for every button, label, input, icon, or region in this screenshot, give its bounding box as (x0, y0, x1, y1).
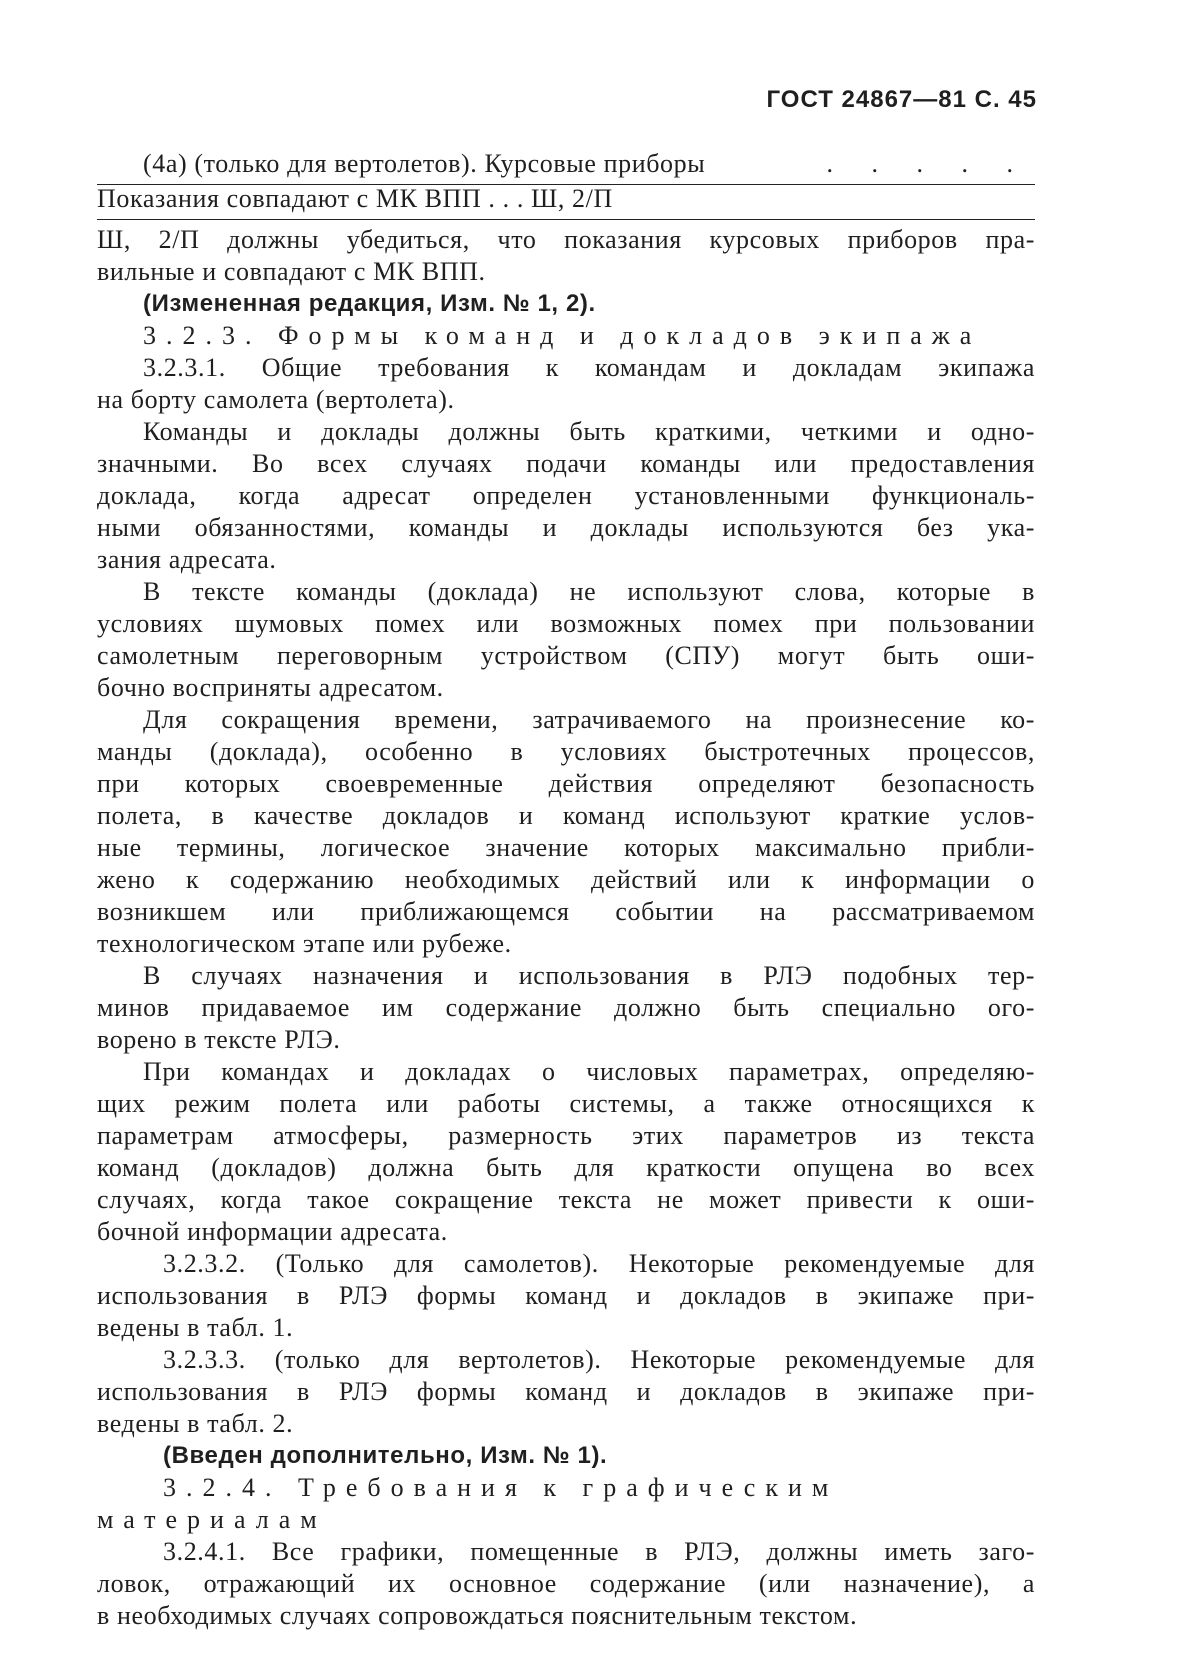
section-heading: 3.2.4. Требования к графическим материалам (97, 1473, 839, 1534)
form-line-dots: . . . . . (826, 149, 1029, 178)
text-line: В тексте команды (доклада) не используют слова, которые в (143, 577, 1035, 606)
text-line: минов придаваемое им содержание должно быть специально ого- (97, 993, 1035, 1022)
text-line: Для сокращения времени, затрачиваемого на произнесение ко- (143, 705, 1035, 734)
text-line: бочно восприняты адресатом. (97, 673, 444, 702)
text-line: параметрам атмосферы, размерность этих параметров из текста (97, 1121, 1035, 1150)
form-line-label: (4а) (только для вертолетов). Курсовые приборы (143, 149, 706, 178)
text-line: ными обязанностями, команды и доклады используются без ука- (97, 513, 1035, 542)
text-line: щих режим полета или работы системы, а также относящихся к (97, 1089, 1035, 1118)
text-line: жено к содержанию необходимых действий или к информации о (97, 865, 1035, 894)
text-line: полета, в качестве докладов и команд используют краткие услов- (97, 801, 1035, 830)
form-line-readings (97, 185, 1035, 220)
amendment-note: (Введен дополнительно, Изм. № 1). (163, 1442, 608, 1469)
form-line-label: Показания совпадают с МК ВПП . . . Ш, 2/П (97, 184, 613, 213)
section-heading: 3.2.3. Формы команд и докладов экипажа (143, 321, 982, 350)
text-line: доклада, когда адресат определен установленными функциональ- (97, 481, 1035, 510)
text-line: Команды и доклады должны быть краткими, четкими и одно- (143, 417, 1035, 446)
text-line: 3.2.4.1. Все графики, помещенные в РЛЭ, должны иметь заго- (163, 1537, 1035, 1566)
text-line: использования в РЛЭ формы команд и докладов в экипаже при- (97, 1377, 1035, 1406)
text-line: В случаях назначения и использования в РЛЭ подобных тер- (143, 961, 1035, 990)
text-line: манды (доклада), особенно в условиях быстротечных процессов, (97, 737, 1035, 766)
text-line: возникшем или приближающемся событии на рассматриваемом (97, 897, 1035, 926)
text-line: зания адресата. (97, 545, 277, 574)
text-line: условиях шумовых помех или возможных помех при пользовании (97, 609, 1035, 638)
text-line: технологическом этапе или рубеже. (97, 929, 512, 958)
text-line: при которых своевременные действия определяют безопасность (97, 769, 1035, 798)
text-line: При командах и докладах о числовых параметрах, определяю- (143, 1057, 1035, 1086)
form-line-course-instruments (97, 150, 1035, 185)
text-line: бочной информации адресата. (97, 1217, 448, 1246)
text-line: команд (докладов) должна быть для краткости опущена во всех (97, 1153, 1035, 1182)
text-line: в необходимых случаях сопровождаться пояснительным текстом. (97, 1601, 858, 1630)
document-body (97, 150, 1035, 1632)
text-line: значными. Во всех случаях подачи команды или предоставления (97, 449, 1035, 478)
text-line: случаях, когда такое сокращение текста не может привести к оши- (97, 1185, 1035, 1214)
text-line: самолетным переговорным устройством (СПУ) могут быть оши- (97, 641, 1035, 670)
text-line: ворено в тексте РЛЭ. (97, 1025, 341, 1054)
page-header: ГОСТ 24867—81 С. 45 (766, 86, 1037, 113)
text-line: ловок, отражающий их основное содержание (или назначение), а (97, 1569, 1035, 1598)
text-line: ведены в табл. 2. (97, 1409, 294, 1438)
text-line: 3.2.3.3. (только для вертолетов). Некоторые рекомендуемые для (163, 1345, 1035, 1374)
text-line: ные термины, логическое значение которых максимально прибли- (97, 833, 1035, 862)
text-line: вильные и совпадают с МК ВПП. (97, 257, 486, 286)
text-line: 3.2.3.2. (Только для самолетов). Некоторые рекомендуемые для (163, 1249, 1035, 1278)
text-line: ведены в табл. 1. (97, 1313, 294, 1342)
text-line: Ш, 2/П должны убедиться, что показания курсовых приборов пра- (97, 225, 1035, 254)
text-line: использования в РЛЭ формы команд и докладов в экипаже при- (97, 1281, 1035, 1310)
text-line: на борту самолета (вертолета). (97, 385, 455, 414)
amendment-note: (Измененная редакция, Изм. № 1, 2). (143, 290, 596, 317)
text-line: 3.2.3.1. Общие требования к командам и докладам экипажа (143, 353, 1035, 382)
